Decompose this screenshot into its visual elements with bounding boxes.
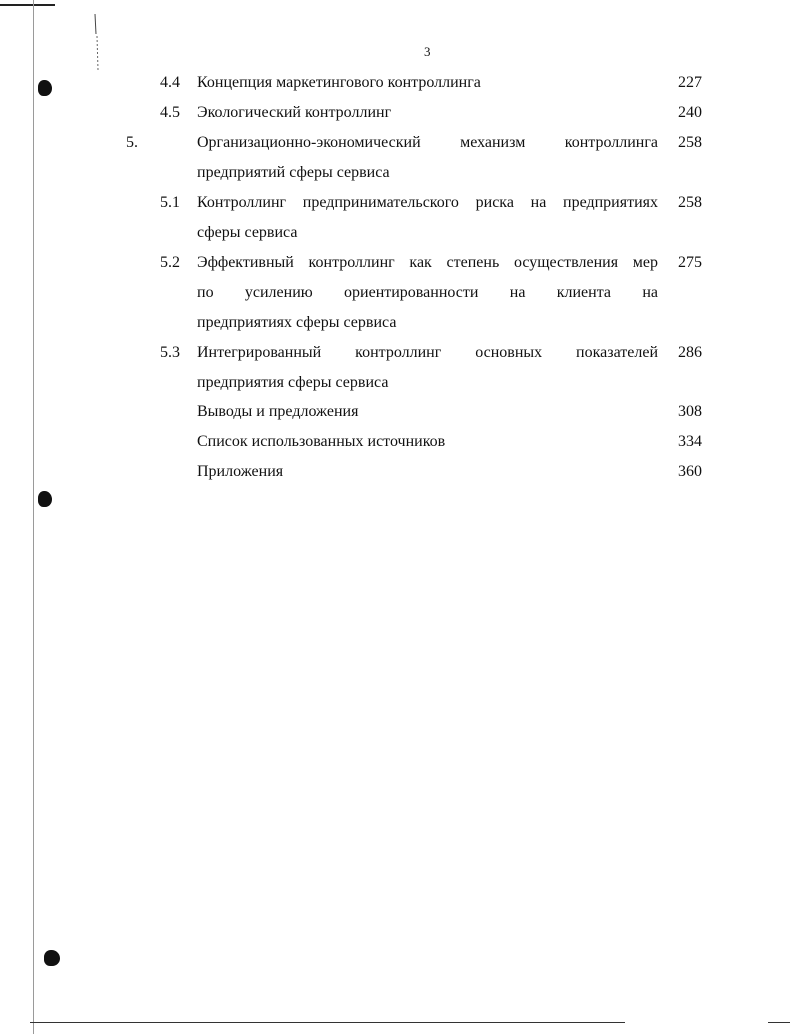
toc-entry-title: Организационно-экономический механизм контроллинга — [197, 134, 658, 151]
toc-entry-page: 308 — [678, 403, 702, 420]
scan-left-edge — [33, 0, 34, 1034]
scan-bottom-rule — [30, 1022, 625, 1023]
scan-bottom-dash — [768, 1022, 790, 1023]
toc-entry-page: 286 — [678, 344, 702, 361]
toc-entry-number: 4.5 — [160, 104, 180, 121]
toc-entry-title: Концепция маркетингового контроллинга — [197, 74, 481, 91]
toc-entry-title-continuation: предприятий сферы сервиса — [197, 164, 390, 181]
toc-entry-number: 5.1 — [160, 194, 180, 211]
scan-top-rule — [0, 4, 55, 6]
toc-entry-title: Экологический контроллинг — [197, 104, 392, 121]
toc-entry-title: Контроллинг предпринимательского риска на предприятиях — [197, 194, 658, 211]
toc-entry-title: Список использованных источников — [197, 433, 446, 450]
toc-entry-number: 4.4 — [160, 74, 180, 91]
toc-entry-page: 275 — [678, 254, 702, 271]
scan-blot — [38, 491, 52, 507]
toc-entry-title-continuation: по усилению ориентированности на клиента на — [197, 284, 658, 301]
scan-blot — [38, 80, 52, 96]
toc-entry-number: 5.2 — [160, 254, 180, 271]
toc-entry-number: 5. — [126, 134, 138, 151]
toc-entry-page: 258 — [678, 134, 702, 151]
scan-blot — [44, 950, 60, 966]
toc-entry-title-continuation: предприятиях сферы сервиса — [197, 314, 397, 331]
toc-entry-page: 258 — [678, 194, 702, 211]
toc-entry-page: 227 — [678, 74, 702, 91]
toc-entry-number: 5.3 — [160, 344, 180, 361]
toc-entry-title: Выводы и предложения — [197, 403, 359, 420]
toc-entry-title: Интегрированный контроллинг основных показателей — [197, 344, 658, 361]
scan-smudge — [92, 14, 102, 70]
toc-entry-title-continuation: сферы сервиса — [197, 224, 298, 241]
toc-entry-page: 334 — [678, 433, 702, 450]
toc-entry-page: 360 — [678, 463, 702, 480]
page-number: 3 — [424, 44, 431, 59]
toc-entry-page: 240 — [678, 104, 702, 121]
toc-entry-title: Приложения — [197, 463, 284, 480]
toc-entry-title-continuation: предприятия сферы сервиса — [197, 374, 389, 391]
toc-entry-title: Эффективный контроллинг как степень осуществления мер — [197, 254, 658, 271]
